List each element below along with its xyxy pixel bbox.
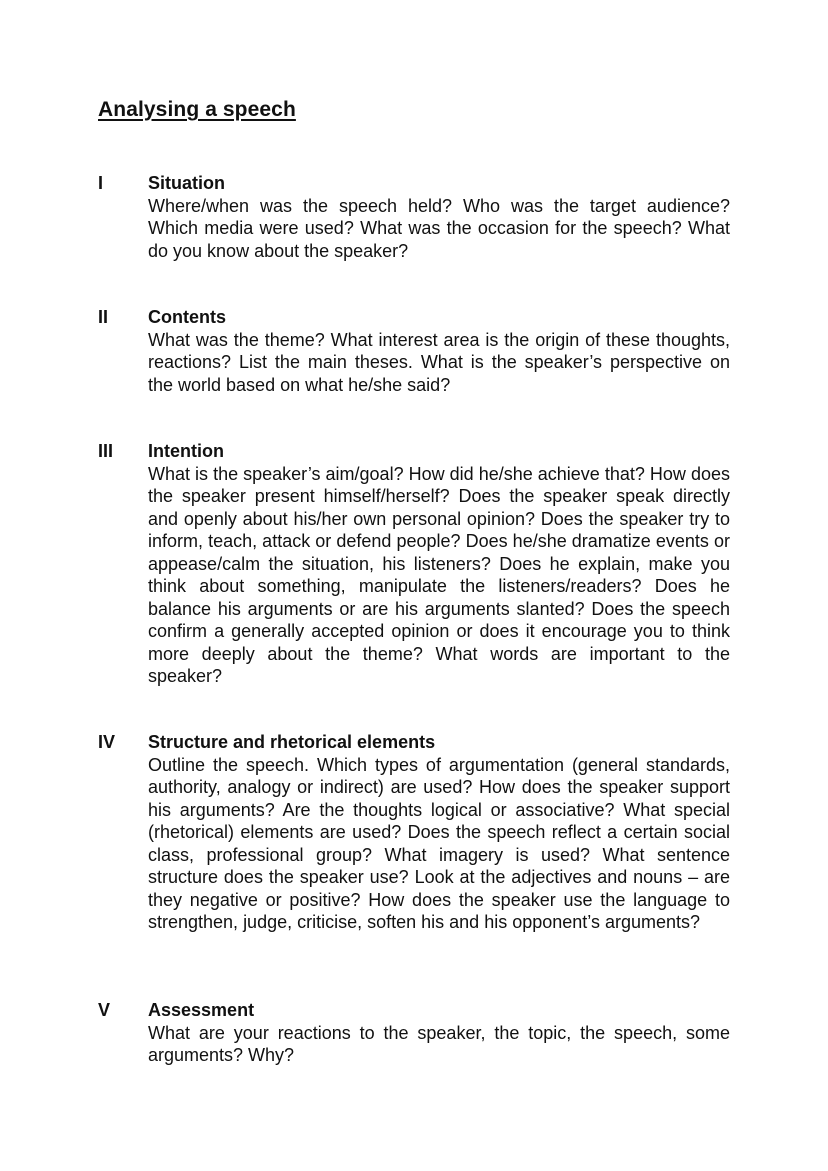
section-numeral: V (98, 1000, 111, 1020)
section-content (148, 999, 730, 1067)
section-content (148, 440, 730, 688)
section-situation (98, 172, 730, 262)
page-title: Analysing a speech (98, 98, 296, 121)
section-body: What are your reactions to the speaker, the topic, the speech, some arguments? Why? (148, 1022, 730, 1065)
section-content (148, 172, 730, 262)
section-numeral: I (98, 173, 104, 193)
section-body: Outline the speech. Which types of argumentation (general standards, authority, analogy or indirect) are used? How does the speaker support his arguments? Are the thoughts logical or associative? What special (rhetorical) elements are used? Does the speech reflect a certain social class, professional group? What imagery is used? What sentence structure does the speaker use? Look at the adjectives and nouns – are they negative or positive? How does the speaker use the language to strengthen, judge, criticise, soften his and his opponent’s arguments? (148, 754, 730, 932)
section-heading: Assessment (148, 1000, 255, 1020)
section-assessment (98, 999, 730, 1067)
section-contents (98, 306, 730, 396)
section-body: What is the speaker’s aim/goal? How did he/she achieve that? How does the speaker present himself/herself? Does the speaker speak directly and openly about his/her own personal opinion? Does the speaker try to inform, teach, attack or defend people? Does he/she dramatize events or appease/calm the situation, his listeners? Does he explain, make you think about something, manipulate the listeners/readers? Does he balance his arguments or are his arguments slanted? Does the speech confirm a generally accepted opinion or does it encourage you to think more deeply about the theme? What words are important to the speaker? (148, 463, 730, 686)
section-heading: Intention (148, 441, 224, 461)
section-numeral: II (98, 307, 109, 327)
section-heading: Structure and rhetorical elements (148, 732, 436, 752)
section-body: Where/when was the speech held? Who was the target audience? Which media were used? What was the occasion for the speech? What do you know about the speaker? (148, 195, 730, 261)
section-body: What was the theme? What interest area is the origin of these thoughts, reactions? List the main theses. What is the speaker’s perspective on the world based on what he/she said? (148, 329, 730, 395)
section-heading: Situation (148, 173, 225, 193)
section-heading: Contents (148, 307, 226, 327)
section-intention (98, 440, 730, 688)
section-content (148, 306, 730, 396)
section-numeral: III (98, 441, 114, 461)
section-content (148, 731, 730, 934)
section-numeral: IV (98, 732, 116, 752)
section-structure (98, 731, 730, 934)
